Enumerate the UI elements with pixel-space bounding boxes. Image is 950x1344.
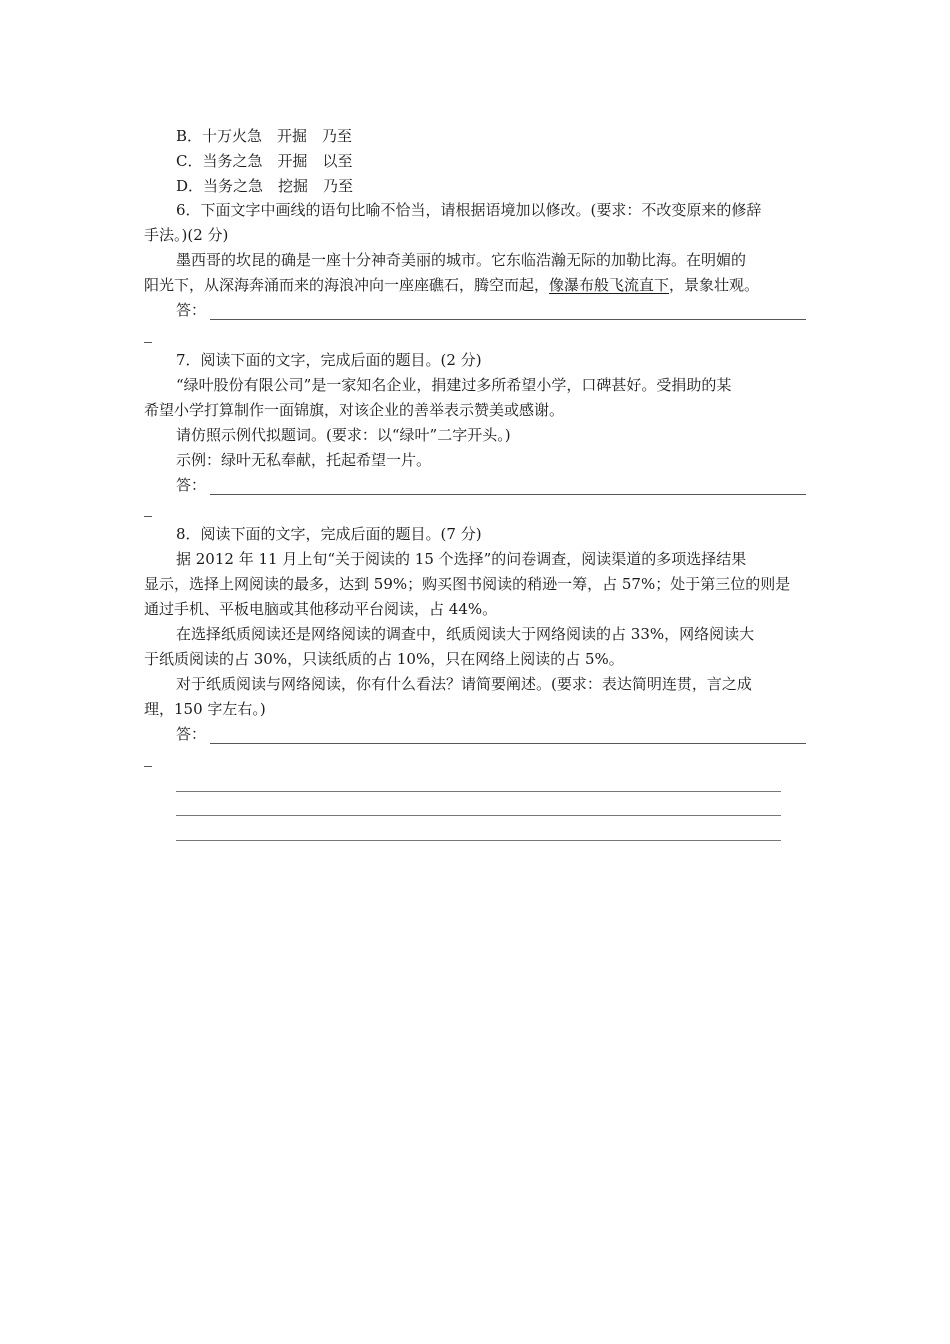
q8-prompt: 8．阅读下面的文字，完成后面的题目。(7 分) [176,525,482,543]
q8-para3-line1: 对于纸质阅读与网络阅读，你有什么看法？请简要阐述。(要求：表达简明连贯，言之成 [176,675,752,693]
q6-answer-rule [210,319,806,320]
option-d: D．当务之急 挖掘 乃至 [176,177,354,195]
q6-underlined-phrase: 像瀑布般飞流直下 [549,276,670,294]
q8-para2-line1: 在选择纸质阅读还是网络阅读的调查中，纸质阅读大于网络阅读的占 33%，网络阅读大 [176,625,755,643]
q8-para1-line1: 据 2012 年 11 月上旬“关于阅读的 15 个选择”的问卷调查，阅读渠道的多项选择结果 [176,550,747,568]
q8-answer-rule-continuation [144,766,152,767]
q6-answer-field[interactable] [176,298,806,322]
q6-answer-label: 答： [176,301,207,319]
q8-para3-line2: 理，150 字左右。) [144,700,266,718]
q6-prompt-line2: 手法。)(2 分) [144,226,229,244]
q8-para2-line2: 于纸质阅读的占 30%，只读纸质的占 10%，只在网络上阅读的占 5%。 [144,650,624,668]
q8-answer-rule [210,743,806,744]
q8-answer-blank-line-2[interactable] [176,815,781,816]
q7-answer-rule-continuation [144,516,152,517]
option-c: C．当务之急 开掘 以至 [176,152,353,170]
q6-prompt-line1: 6．下面文字中画线的语句比喻不恰当，请根据语境加以修改。(要求：不改变原来的修辞 [176,201,762,219]
q7-instruction: 请仿照示例代拟题词。(要求：以“绿叶”二字开头。) [176,426,511,444]
q7-example: 示例：绿叶无私奉献，托起希望一片。 [176,451,432,469]
q7-prompt: 7．阅读下面的文字，完成后面的题目。(2 分) [176,351,482,369]
q8-answer-blank-line-3[interactable] [176,840,781,841]
q8-para1-line3: 通过手机、平板电脑或其他移动平台阅读，占 44%。 [144,600,498,618]
q7-answer-field[interactable] [176,473,806,497]
q6-answer-rule-continuation [144,342,152,343]
q8-para1-line2: 显示，选择上网阅读的最多，达到 59%；购买图书阅读的稍逊一筹，占 57%；处于第三位的则是 [144,575,791,593]
q7-passage-line2: 希望小学打算制作一面锦旗，对该企业的善举表示赞美或感谢。 [144,401,565,419]
q8-answer-label: 答： [176,725,207,743]
q6-passage-line2 [144,273,759,297]
q7-passage-line1: “绿叶股份有限公司”是一家知名企业，捐建过多所希望小学，口碑甚好。受捐助的某 [176,376,732,394]
q7-answer-label: 答： [176,476,207,494]
q7-answer-rule [210,494,806,495]
q8-answer-field[interactable] [176,722,806,746]
q6-passage-text: 阳光下，从深海奔涌而来的海浪冲向一座座礁石，腾空而起， [144,276,550,294]
q8-answer-blank-line-1[interactable] [176,791,781,792]
option-b: B．十万火急 开掘 乃至 [176,127,353,145]
q6-passage-line1: 墨西哥的坎昆的确是一座十分神奇美丽的城市。它东临浩瀚无际的加勒比海。在明媚的 [176,251,747,269]
q6-passage-text-end: ，景象壮观。 [669,276,760,294]
